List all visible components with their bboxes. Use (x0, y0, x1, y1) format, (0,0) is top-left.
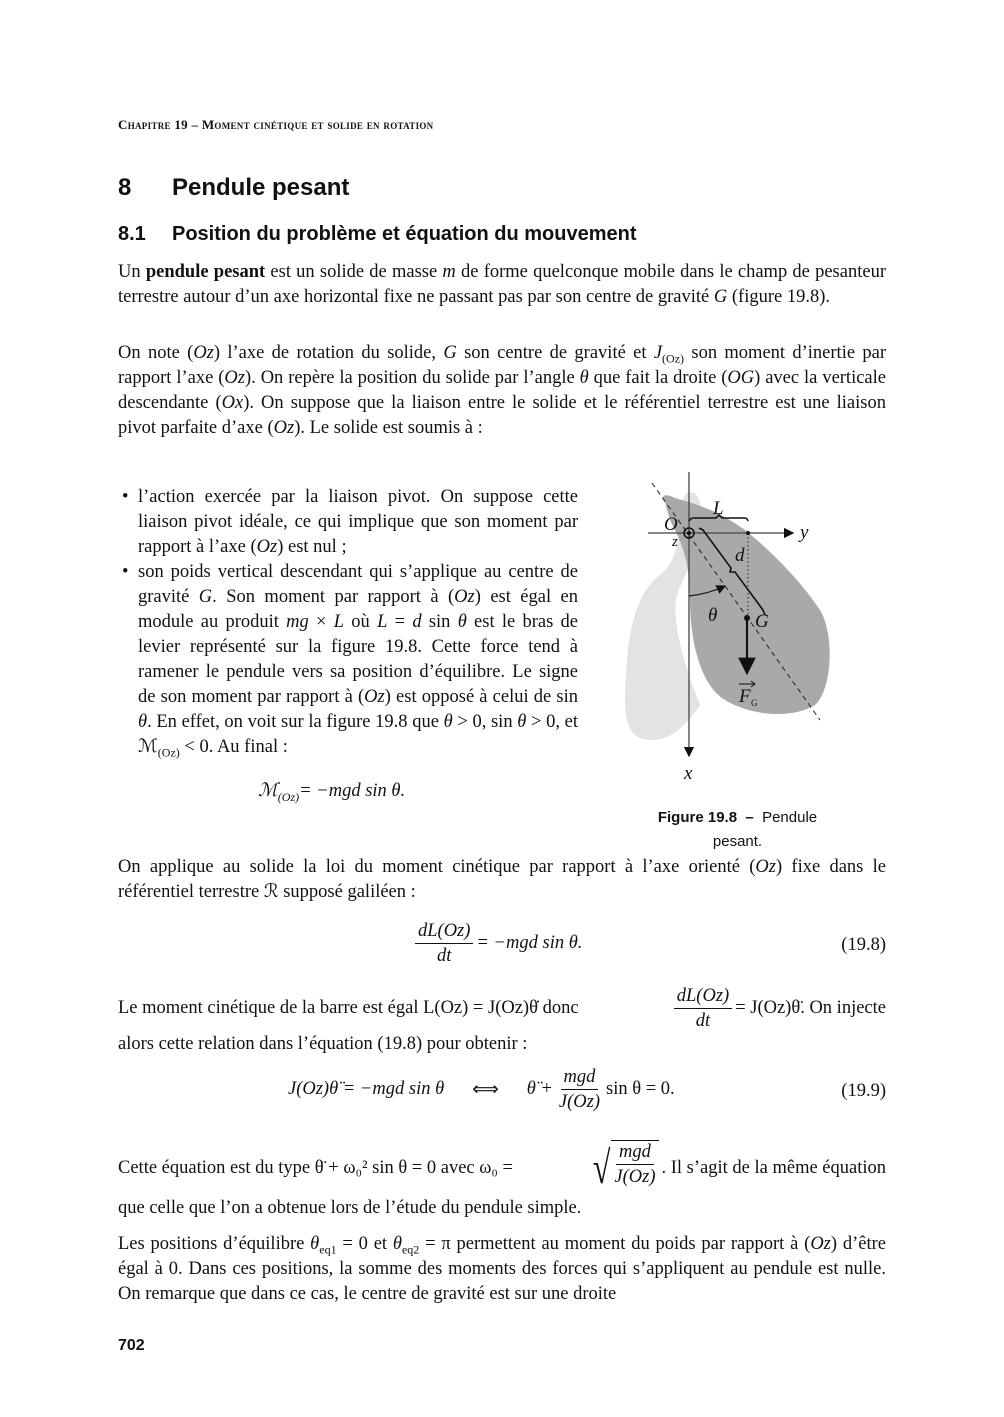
label-F: F (739, 686, 751, 707)
text-segment: son centre de gravité et (456, 343, 654, 363)
text-segment: L (377, 612, 388, 632)
text-segment: G (713, 287, 728, 307)
text-segment: θ (443, 712, 453, 732)
section-number: 8 (118, 174, 132, 201)
caption-sep: – (745, 809, 754, 826)
text-segment: Les positions d’équilibre (118, 1234, 311, 1254)
eq-lhs: J(Oz)θ̈ = −mgd sin θ (288, 1079, 445, 1099)
projection-dot (746, 531, 750, 535)
text-segment: Oz (454, 587, 475, 607)
text-segment: ). Le solide est soumis à : (294, 418, 483, 438)
text-segment: . En effet, on voit sur la figure 19.8 que (147, 712, 444, 732)
text-segment: = (387, 612, 413, 632)
frac-num: mgd (616, 1141, 654, 1165)
eq-rhs: = −mgd sin θ. (476, 933, 583, 953)
page-number: 702 (118, 1337, 145, 1354)
text-segment: l’action exercée par la liaison pivot. On suppose cette liaison pivot idéale, ce qui implique que son moment par rapport à l’axe ( (138, 487, 578, 557)
text-segment: θ (392, 1234, 402, 1254)
text-segment: OG (727, 368, 755, 388)
text-segment: mg (286, 612, 309, 632)
text-segment: θ (457, 612, 467, 632)
eq-sub: (Oz) (277, 790, 300, 804)
text-segment: que celle que l’on a obtenue lors de l’étude du pendule simple. (118, 1198, 582, 1218)
text-segment: < 0. Au final : (179, 737, 288, 757)
frac-den: dt (437, 946, 452, 966)
text-segment: Oz (273, 418, 295, 438)
label-theta: θ (708, 605, 718, 626)
text-segment: de forme quelconque mobile dans le champ de pesanteur terrestre autour d’un axe horizontal fixe ne passant pas par son centre de gravité (118, 262, 886, 307)
eq-lhs: ℳ (258, 781, 278, 801)
frac-den: J(Oz) (614, 1167, 656, 1187)
equivalence-symbol: ⟺ (472, 1079, 499, 1100)
text-segment: . Son moment par rapport à ( (212, 587, 455, 607)
text-segment: On applique au solide la loi du moment cinétique par rapport à l’axe orienté ( (118, 857, 756, 877)
text-segment: (figure 19.8). (727, 287, 830, 307)
text: Cette équation est du type θ̈ + ω₀² sin θ = 0 avec ω₀ = (118, 1157, 513, 1178)
eq-rhs: = −mgd sin θ. (299, 780, 406, 801)
text: Le moment cinétique de la barre est égal L(Oz) = J(Oz)θ̇ donc (118, 998, 579, 1018)
text-segment: est un solide de masse (265, 262, 443, 282)
text-segment: > 0, sin (452, 712, 518, 732)
text-segment: ) est opposé à celui de sin (384, 687, 578, 707)
running-header: Chapitre 19 – Moment cinétique et solide en rotation (118, 117, 434, 132)
equation-19-9 (288, 1066, 675, 1113)
text-segment: (Oz) (157, 745, 180, 760)
frac-num: dL(Oz) (415, 920, 473, 944)
text-segment: ). On suppose que la liaison entre le solide et le référentiel terrestre est une liaison pivot parfaite d’axe ( (118, 393, 886, 438)
paragraph-law (118, 855, 886, 905)
text-segment: m (442, 262, 456, 282)
subsection-title-text: Position du problème et équation du mouvement (172, 223, 637, 245)
text (118, 1196, 886, 1221)
text-segment: (Oz) (662, 351, 685, 366)
text: alors cette relation dans l’équation (19.8) pour obtenir : (118, 1034, 528, 1054)
text-segment: θ (138, 712, 148, 732)
caption-text: Pendule pesant. (712, 809, 818, 850)
text-segment: θ (579, 368, 589, 388)
text-segment: G (443, 343, 457, 363)
text-segment: × (308, 612, 334, 632)
label-F-sub: G (751, 698, 758, 708)
frac-den: dt (695, 1011, 711, 1031)
equation-number: (19.9) (841, 1081, 886, 1101)
text-segment: ) l’axe de rotation du solide, (213, 343, 444, 363)
text-segment: d (412, 612, 422, 632)
figure-caption (640, 806, 835, 854)
text-segment: L (333, 612, 345, 632)
label-G: G (755, 611, 769, 632)
label-x: x (684, 763, 693, 784)
frac-num: dL(Oz) (674, 985, 732, 1009)
text: = J(Oz)θ̈. On injecte (735, 998, 886, 1018)
eq-rhs: sin θ = 0. (606, 1079, 675, 1099)
text-segment: Oz (810, 1234, 831, 1254)
label-y: y (800, 522, 809, 543)
text-segment: = 0 et (336, 1234, 393, 1254)
text-segment: Oz (364, 687, 385, 707)
text-segment: où (344, 612, 378, 632)
label-d: d (735, 545, 745, 566)
text-segment: Oz (193, 343, 214, 363)
text-segment: θ (517, 712, 527, 732)
text-segment: On note ( (118, 343, 194, 363)
text-segment: Oz (755, 857, 776, 877)
pivot-dot (687, 531, 691, 535)
subsection-number: 8.1 (118, 223, 146, 245)
label-L: L (713, 498, 724, 519)
text-segment: J (653, 343, 663, 363)
section-title-text: Pendule pesant (172, 174, 350, 201)
text-segment: Oz (256, 537, 278, 557)
text-segment: son moment d’inertie par rapport l’axe ( (118, 343, 887, 388)
eq-mid: θ̈ + (526, 1079, 553, 1099)
equation-number: (19.8) (841, 935, 886, 955)
paragraph-type (118, 1140, 886, 1221)
text-segment: est le bras de levier représenté sur la figure 19.8. Cette force tend à ramener le pendule vers sa position d’équilibre. Le signe de son moment par rapport à ( (138, 612, 578, 707)
label-O: O (664, 514, 678, 535)
text-segment: θ (310, 1234, 320, 1254)
text-segment: ) est égal en module au produit (138, 587, 578, 632)
frac-num: mgd (561, 1066, 599, 1090)
text-segment: ) fixe dans le référentiel terrestre ℛ supposé galiléen : (118, 857, 887, 902)
equation-19-8 (412, 920, 582, 967)
text: . Il s’agit de la même équation (661, 1157, 886, 1178)
text-segment: ). On repère la position du solide par l’angle (244, 368, 580, 388)
text-segment: ) d’être égal à 0. Dans ces positions, la somme des moments des forces qui s’appliquent au pendule est nulle. On remarque que dans ce cas, le centre de gravité est sur une droite (118, 1234, 886, 1304)
frac-den: J(Oz) (558, 1092, 601, 1112)
paragraph-kinetic (118, 985, 886, 1057)
text-segment: que fait la droite ( (588, 368, 728, 388)
paragraph-equilibrium (118, 1232, 886, 1307)
text-segment: G (198, 587, 213, 607)
text-segment: eq2 (401, 1242, 420, 1257)
text-segment: eq1 (319, 1242, 337, 1257)
text-segment: ) est nul ; (277, 537, 347, 557)
sqrt-icon: √ $\frac{\text{mgd}}{J(Oz)}$ (589, 1140, 661, 1196)
text-segment: = π permettent au moment du poids par rapport à ( (419, 1234, 811, 1254)
label-z: z (672, 534, 678, 550)
text-segment: Un (118, 262, 146, 282)
text-segment: son poids vertical descendant qui s’applique au centre de gravité (138, 562, 578, 607)
text-segment: > 0, et ℳ (138, 712, 578, 757)
text-segment: ) avec la verticale descendante ( (118, 368, 886, 413)
text-segment: pendule pesant (145, 262, 266, 282)
text-segment: Oz (224, 368, 245, 388)
caption-label: Figure 19.8 (657, 809, 738, 826)
text-segment: Ox (221, 393, 244, 413)
text-segment: sin (421, 612, 458, 632)
